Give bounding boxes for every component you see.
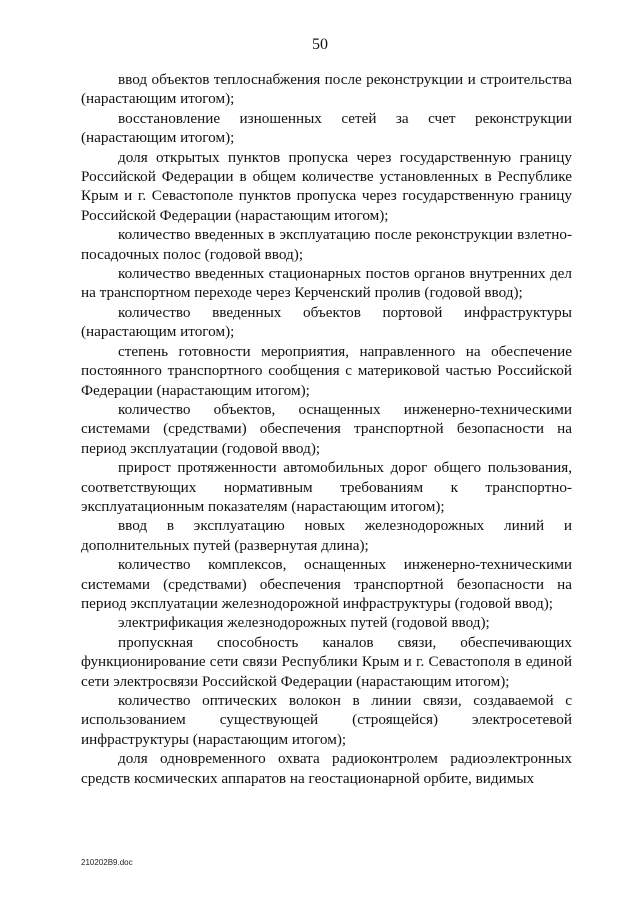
paragraph-police-posts: количество введенных стационарных постов органов внутренних дел на транспортном переходе через Керченский пролив (годовой ввод); <box>81 265 572 302</box>
paragraph-railway-lines: ввод в эксплуатацию новых железнодорожных линий и дополнительных путей (развернутая длина); <box>81 517 572 554</box>
document-body <box>81 70 572 788</box>
paragraph-communication-channels: пропускная способность каналов связи, обеспечивающих функционирование сети связи Республики Крым и г. Севастополя в единой сети электросвязи Российской Федерации (нарастающим итогом); <box>81 633 572 690</box>
paragraph-runways: количество введенных в эксплуатацию после реконструкции взлетно-посадочных полос (годовой ввод); <box>81 226 572 263</box>
paragraph-roads: прирост протяженности автомобильных дорог общего пользования, соответствующих нормативным требованиям к транспортно-эксплуатационным показателям (нарастающим итогом); <box>81 459 572 515</box>
paragraph-heat-supply: ввод объектов теплоснабжения после реконструкции и строительства (нарастающим итогом); <box>81 71 572 108</box>
paragraph-border-checkpoints: доля открытых пунктов пропуска через государственную границу Российской Федерации в общем количестве установленных в Республике Крым и г. Севастополе пунктов пропуска через государственную границу Российской Федерации (нарастающим итогом); <box>81 148 572 224</box>
paragraph-railway-security: количество комплексов, оснащенных инженерно-техническими системами (средствами) обеспечения транспортной безопасности на период эксплуатации железнодорожной инфраструктуры (годовой ввод); <box>81 556 572 612</box>
page-number: 50 <box>312 36 328 53</box>
paragraph-electrification: электрификация железнодорожных путей (годовой ввод); <box>118 614 490 632</box>
paragraph-optical-fibers: количество оптических волокон в линии связи, создаваемой с использованием существующей (строящейся) электросетевой инфраструктуры (нарастающим итогом); <box>81 692 572 748</box>
paragraph-port-infrastructure: количество введенных объектов портовой инфраструктуры (нарастающим итогом); <box>81 303 572 341</box>
paragraph-transport-security-objects: количество объектов, оснащенных инженерно-техническими системами (средствами) обеспечения транспортной безопасности на период эксплуатации (годовой ввод); <box>81 400 572 457</box>
paragraph-networks-restoration: восстановление изношенных сетей за счет реконструкции (нарастающим итогом); <box>81 109 572 147</box>
paragraph-transport-connection: степень готовности мероприятия, направленного на обеспечение постоянного транспортного сообщения с материковой частью Российской Федерации (нарастающим итогом); <box>81 342 572 399</box>
document-filename: 210202B9.doc <box>81 858 133 867</box>
paragraph-radio-monitoring: доля одновременного охвата радиоконтролем радиоэлектронных средств космических аппаратов на геостационарной орбите, видимых <box>81 750 572 787</box>
